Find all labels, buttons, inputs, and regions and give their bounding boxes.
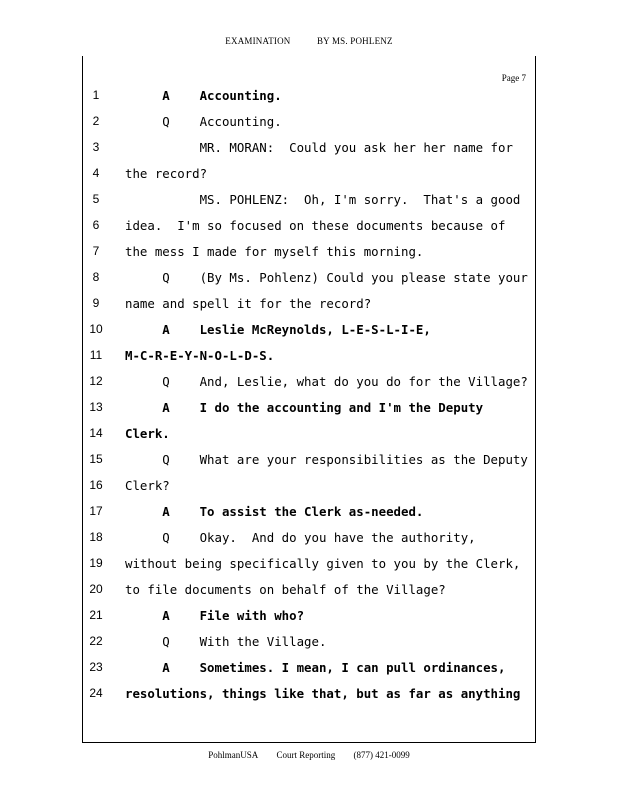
transcript-line: name and spell it for the record? — [125, 296, 372, 311]
transcript-line: Q What are your responsibilities as the Deputy — [125, 452, 528, 467]
transcript-line: A Leslie McReynolds, L-E-S-L-I-E, — [125, 322, 431, 337]
line-number: 12 — [89, 374, 103, 388]
header-examination: EXAMINATION — [225, 36, 291, 46]
page-number: Page 7 — [501, 73, 526, 83]
line-number: 17 — [89, 504, 103, 518]
transcript-line: M-C-R-E-Y-N-O-L-D-S. — [125, 348, 275, 363]
line-number: 20 — [89, 582, 103, 596]
transcript-line: A Accounting. — [125, 88, 282, 103]
line-number: 10 — [89, 322, 103, 336]
line-number: 3 — [92, 140, 100, 154]
transcript-line: A I do the accounting and I'm the Deputy — [125, 400, 484, 415]
transcript-line: Q With the Village. — [125, 634, 327, 649]
header-examiner: BY MS. POHLENZ — [316, 36, 393, 46]
footer-company: PohlmanUSA — [208, 750, 259, 760]
transcript-line: to file documents on behalf of the Village? — [125, 582, 446, 597]
transcript-line: Q And, Leslie, what do you do for the Village? — [125, 374, 528, 389]
transcript-line: A Sometimes. I mean, I can pull ordinances, — [125, 660, 506, 675]
transcript-line: the mess I made for myself this morning. — [125, 244, 424, 259]
transcript-line: Q Accounting. — [125, 114, 282, 129]
transcript-line: Clerk? — [125, 478, 170, 493]
line-number: 22 — [89, 634, 103, 648]
footer-service: Court Reporting — [276, 750, 336, 760]
line-number: 11 — [89, 348, 103, 362]
line-number: 6 — [92, 218, 100, 232]
transcript-line: Q (By Ms. Pohlenz) Could you please state your — [125, 270, 528, 285]
transcript-line: A To assist the Clerk as-needed. — [125, 504, 424, 519]
footer-phone: (877) 421-0099 — [353, 750, 410, 760]
transcript-line: idea. I'm so focused on these documents because of — [125, 218, 506, 233]
line-number: 24 — [89, 686, 103, 700]
line-number: 9 — [92, 296, 100, 310]
transcript-line: MS. POHLENZ: Oh, I'm sorry. That's a good — [125, 192, 521, 207]
line-number: 8 — [92, 270, 100, 284]
line-number: 16 — [89, 478, 103, 492]
transcript-line: Clerk. — [125, 426, 170, 441]
line-number: 18 — [89, 530, 103, 544]
page-footer — [0, 750, 618, 760]
line-number: 4 — [92, 166, 100, 180]
line-number: 13 — [89, 400, 103, 414]
line-number: 5 — [92, 192, 100, 206]
line-number: 15 — [89, 452, 103, 466]
transcript-line: the record? — [125, 166, 208, 181]
line-number: 14 — [89, 426, 103, 440]
line-number: 2 — [92, 114, 100, 128]
page-header — [0, 36, 618, 46]
line-number: 21 — [89, 608, 103, 622]
line-number: 23 — [89, 660, 103, 674]
transcript-line: A File with who? — [125, 608, 305, 623]
line-number: 7 — [92, 244, 100, 258]
transcript-line: Q Okay. And do you have the authority, — [125, 530, 476, 545]
transcript-line: MR. MORAN: Could you ask her her name for — [125, 140, 513, 155]
transcript-line: resolutions, things like that, but as far as anything — [125, 686, 521, 701]
transcript-line: without being specifically given to you by the Clerk, — [125, 556, 521, 571]
line-number: 19 — [89, 556, 103, 570]
line-number: 1 — [92, 88, 100, 102]
